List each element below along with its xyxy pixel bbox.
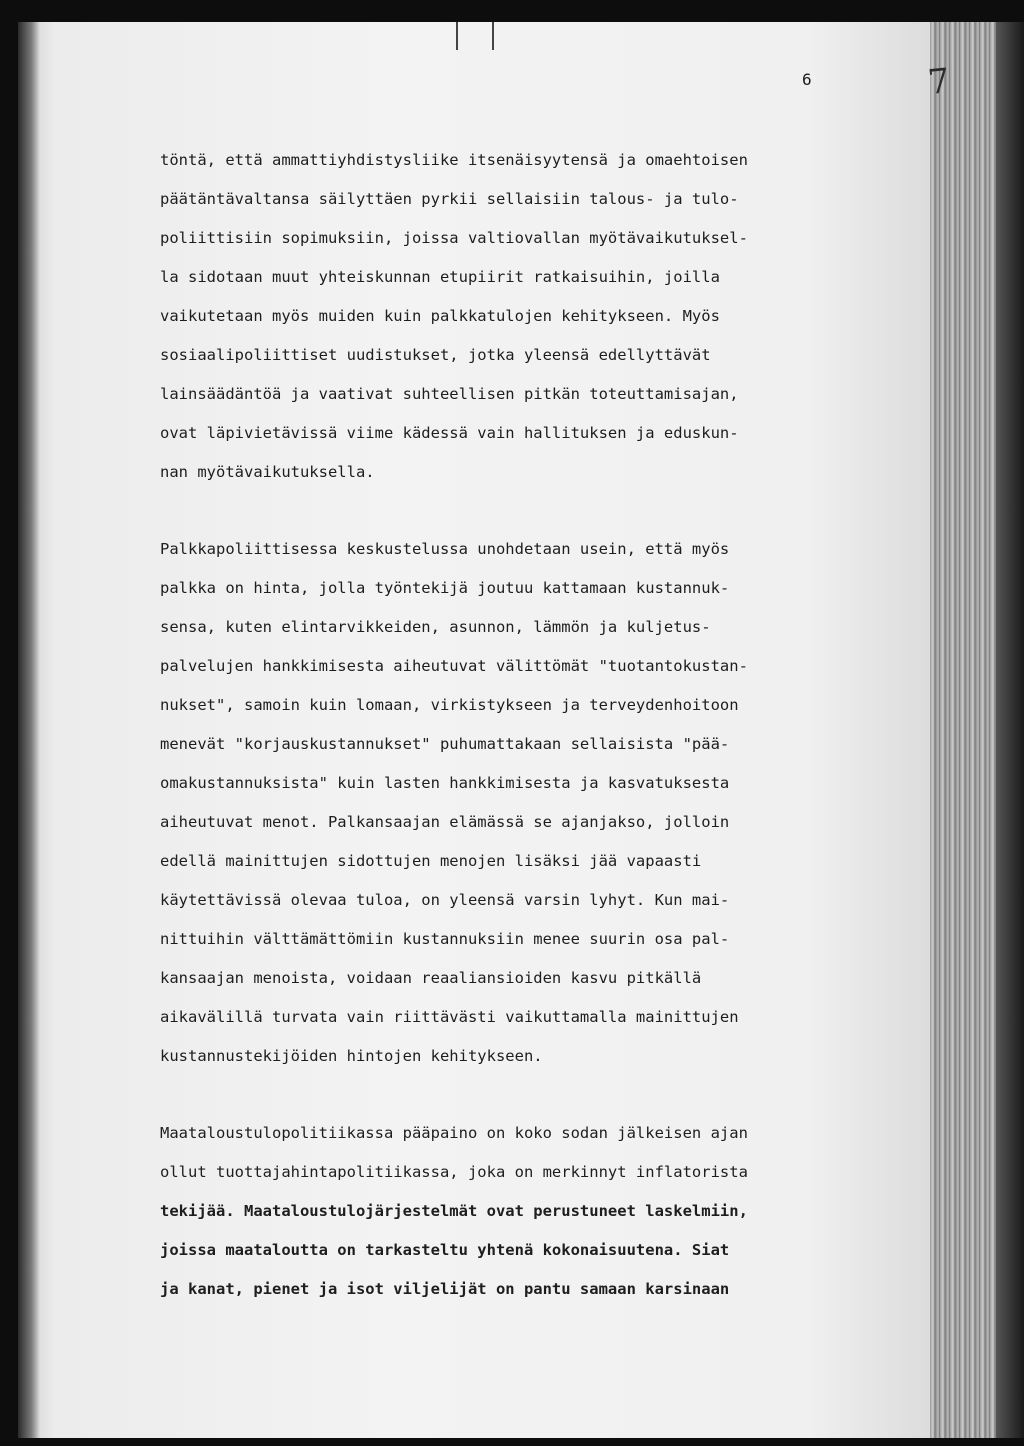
text-line: päätäntävaltansa säilyttäen pyrkii sellaisiin talous- ja tulo- <box>160 190 739 208</box>
text-line: Palkkapoliittisessa keskustelussa unohdetaan usein, että myös <box>160 540 730 558</box>
text-line: nan myötävaikutuksella. <box>160 463 375 481</box>
paragraph-1 <box>160 141 748 492</box>
binding-shadow <box>18 22 40 1438</box>
text-line: Maataloustulopolitiikassa pääpaino on koko sodan jälkeisen ajan <box>160 1124 748 1142</box>
text-line: omakustannuksista" kuin lasten hankkimisesta ja kasvatuksesta <box>160 774 730 792</box>
text-line: lainsäädäntöä ja vaativat suhteellisen pitkän toteuttamisajan, <box>160 385 739 403</box>
text-line: menevät "korjauskustannukset" puhumattakaan sellaisista "pää- <box>160 735 730 753</box>
text-line: poliittisiin sopimuksiin, joissa valtiovallan myötävaikutuksel- <box>160 229 748 247</box>
paragraph-3 <box>160 1114 748 1309</box>
text-line: aikavälillä turvata vain riittävästi vaikuttamalla mainittujen <box>160 1008 739 1026</box>
handwritten-margin-mark: 7 <box>925 60 952 104</box>
text-line: nittuihin välttämättömiin kustannuksiin menee suurin osa pal- <box>160 930 730 948</box>
book-edge-shadow <box>996 22 1024 1438</box>
text-line: palkka on hinta, jolla työntekijä joutuu kattamaan kustannuk- <box>160 579 730 597</box>
text-line: vaikutetaan myös muiden kuin palkkatulojen kehitykseen. Myös <box>160 307 720 325</box>
text-line: tekijää. Maataloustulojärjestelmät ovat perustuneet laskelmiin, <box>160 1202 748 1220</box>
text-line: kansaajan menoista, voidaan reaaliansioiden kasvu pitkällä <box>160 969 702 987</box>
text-line: käytettävissä olevaa tuloa, on yleensä varsin lyhyt. Kun mai- <box>160 891 730 909</box>
text-line: ollut tuottajahintapolitiikassa, joka on merkinnyt inflatorista <box>160 1163 748 1181</box>
text-line: edellä mainittujen sidottujen menojen lisäksi jää vapaasti <box>160 852 702 870</box>
text-line: sensa, kuten elintarvikkeiden, asunnon, lämmön ja kuljetus- <box>160 618 711 636</box>
top-mark <box>456 22 458 50</box>
text-line: nukset", samoin kuin lomaan, virkistykseen ja terveydenhoitoon <box>160 696 739 714</box>
text-line: töntä, että ammattiyhdistysliike itsenäisyytensä ja omaehtoisen <box>160 151 748 169</box>
page-number: 6 <box>802 70 812 89</box>
text-line: joissa maataloutta on tarkasteltu yhtenä kokonaisuutena. Siat <box>160 1241 730 1259</box>
text-line: kustannustekijöiden hintojen kehitykseen. <box>160 1047 543 1065</box>
text-line: palvelujen hankkimisesta aiheutuvat välittömät "tuotantokustan- <box>160 657 748 675</box>
text-line: sosiaalipoliittiset uudistukset, jotka yleensä edellyttävät <box>160 346 711 364</box>
text-line: aiheutuvat menot. Palkansaajan elämässä se ajanjakso, jolloin <box>160 813 730 831</box>
text-line: ja kanat, pienet ja isot viljelijät on pantu samaan karsinaan <box>160 1280 730 1298</box>
paragraph-2 <box>160 530 748 1076</box>
text-line: la sidotaan muut yhteiskunnan etupiirit ratkaisuihin, joilla <box>160 268 720 286</box>
top-mark <box>492 22 494 50</box>
text-line: ovat läpivietävissä viime kädessä vain hallituksen ja eduskun- <box>160 424 739 442</box>
